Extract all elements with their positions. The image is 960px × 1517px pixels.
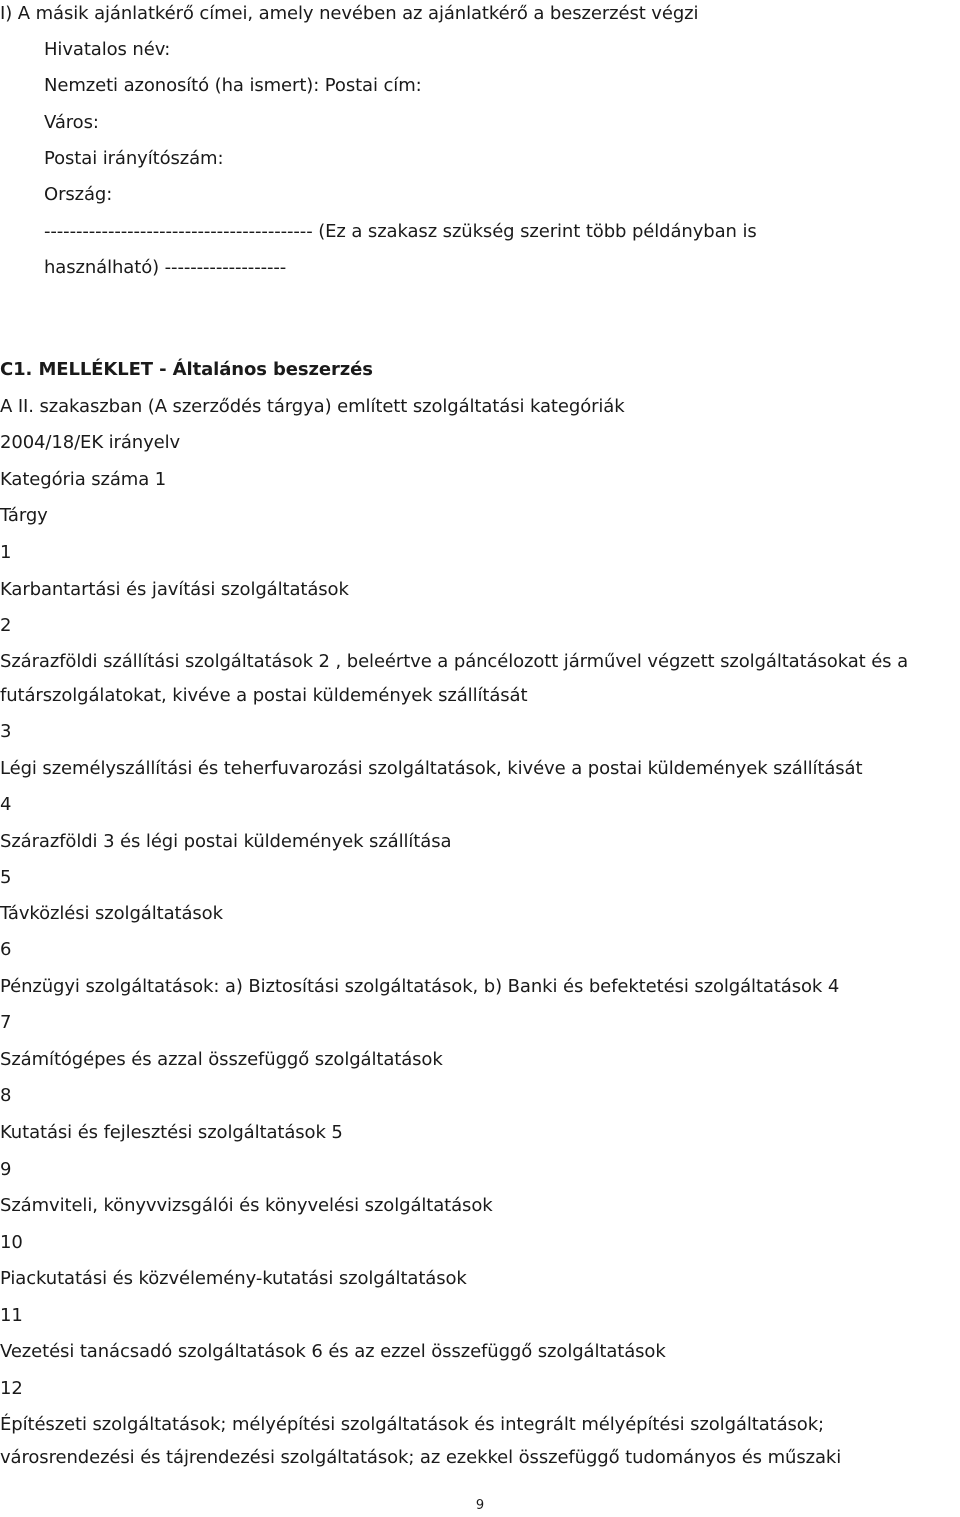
field-national-id-postal-address: Nemzeti azonosító (ha ismert): Postai cím: (44, 75, 422, 96)
category-text: Karbantartási és javítási szolgáltatások (0, 579, 349, 600)
field-official-name: Hivatalos név: (44, 39, 171, 60)
category-number: 6 (0, 939, 12, 960)
category-number: 10 (0, 1232, 23, 1253)
category-text: Kutatási és fejlesztési szolgáltatások 5 (0, 1122, 343, 1143)
category-number: 9 (0, 1159, 12, 1180)
category-text: Szárazföldi 3 és légi postai küldemények szállítása (0, 831, 452, 852)
repeat-note-line-2: használható) ------------------- (44, 257, 287, 278)
field-postal-code: Postai irányítószám: (44, 148, 224, 169)
category-text: Pénzügyi szolgáltatások: a) Biztosítási szolgáltatások, b) Banki és befektetési szolgáltatások 4 (0, 976, 840, 997)
directive: 2004/18/EK irányelv (0, 432, 181, 453)
category-text: Szárazföldi szállítási szolgáltatások 2 , beleértve a páncélozott járművel végzett szolgáltatásokat és a (0, 651, 909, 672)
category-number: 1 (0, 542, 12, 563)
category-text: Piackutatási és közvélemény-kutatási szolgáltatások (0, 1268, 467, 1289)
category-text: futárszolgálatokat, kivéve a postai küldemények szállítását (0, 685, 528, 706)
category-text: Vezetési tanácsadó szolgáltatások 6 és az ezzel összefüggő szolgáltatások (0, 1341, 666, 1362)
category-text: Számviteli, könyvvizsgálói és könyvelési szolgáltatások (0, 1195, 493, 1216)
category-text: Távközlési szolgáltatások (0, 903, 223, 924)
repeat-note-line-1: ------------------------------------------ (Ez a szakasz szükség szerint több példányban is (44, 221, 757, 242)
category-number: 12 (0, 1378, 23, 1399)
category-number: 4 (0, 794, 12, 815)
category-number: 7 (0, 1012, 12, 1033)
category-text: Számítógépes és azzal összefüggő szolgáltatások (0, 1049, 443, 1070)
category-text: Építészeti szolgáltatások; mélyépítési szolgáltatások és integrált mélyépítési szolgáltatások; (0, 1414, 824, 1435)
page-number: 9 (475, 1498, 485, 1513)
category-number: 3 (0, 721, 12, 742)
category-number: 5 (0, 867, 12, 888)
category-label: Kategória száma 1 (0, 469, 167, 490)
subject-label: Tárgy (0, 505, 48, 526)
category-number: 2 (0, 615, 12, 636)
category-number: 11 (0, 1305, 23, 1326)
category-text: városrendezési és tájrendezési szolgáltatások; az ezekkel összefüggő tudományos és műszaki (0, 1447, 842, 1468)
field-country: Ország: (44, 184, 113, 205)
category-number: 8 (0, 1085, 12, 1106)
annex-intro: A II. szakaszban (A szerződés tárgya) említett szolgáltatási kategóriák (0, 396, 625, 417)
annex-heading: C1. MELLÉKLET - Általános beszerzés (0, 359, 373, 380)
field-city: Város: (44, 112, 99, 133)
category-text: Légi személyszállítási és teherfuvarozási szolgáltatások, kivéve a postai küldemények szállítását (0, 758, 863, 779)
section-title: I) A másik ajánlatkérő címei, amely nevében az ajánlatkérő a beszerzést végzi (0, 3, 699, 24)
